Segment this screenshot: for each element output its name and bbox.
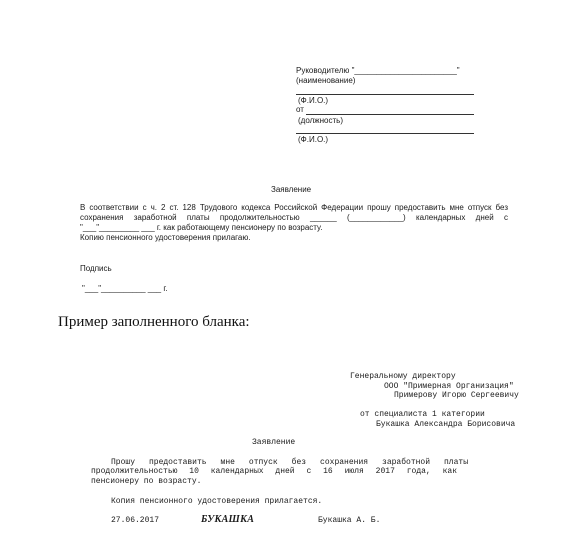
example-body-line-2: продолжительностью 10 календарных дней с 16 июля 2017 года, как [91,467,457,476]
blank-body-line-1: В соответствии с ч. 2 ст. 128 Трудового кодекса Российской Федерации прошу предоставить мне отпуск без [80,203,508,212]
position-caption: (должность) [298,116,343,125]
recipient-line: Руководителю "_______________________" [296,66,460,75]
example-body-line-1: Прошу предоставить мне отпуск без сохранения заработной платы [111,458,468,467]
recipient-name-caption: (наименование) [296,76,356,85]
example-title: Заявление [252,438,296,447]
example-header-line-1: Генеральному директору [350,372,456,381]
fio-line-1 [296,94,474,95]
blank-body-line-4: Копию пенсионного удостоверения прилагаю. [80,233,251,242]
from-prefix: от [296,105,304,114]
fio-caption-2: (Ф.И.О.) [298,135,329,144]
example-signer-name: Букашка А. Б. [318,516,381,525]
example-date: 27.06.2017 [111,516,160,525]
blank-date-line: "___"__________ ___ г. [82,284,168,293]
example-header-line-2: ООО "Примерная Организация" [384,382,514,391]
example-heading: Пример заполненного бланка: [58,314,250,330]
blank-body-line-3: "___"_________ ___ г. как работающему пенсионеру по возрасту. [80,223,323,232]
from-line [306,114,474,115]
example-header-line-3: Примерову Игорю Сергеевичу [394,391,519,400]
example-from-line-1: от специалиста 1 категории [360,410,485,419]
example-attachment-line: Копия пенсионного удостоверения прилагается. [111,497,323,506]
blank-body-line-2: сохранения заработной платы продолжительностью ______ (____________) календарных дней с [80,213,508,222]
fio-line-2 [296,133,474,134]
blank-title: Заявление [271,185,312,194]
example-signature: БУКАШКА [201,514,255,525]
example-body-line-3: пенсионеру по возрасту. [91,477,202,486]
fio-caption-1: (Ф.И.О.) [298,96,329,105]
example-from-line-2: Букашка Александра Борисовича [376,420,516,429]
signature-label: Подпись [80,264,112,273]
